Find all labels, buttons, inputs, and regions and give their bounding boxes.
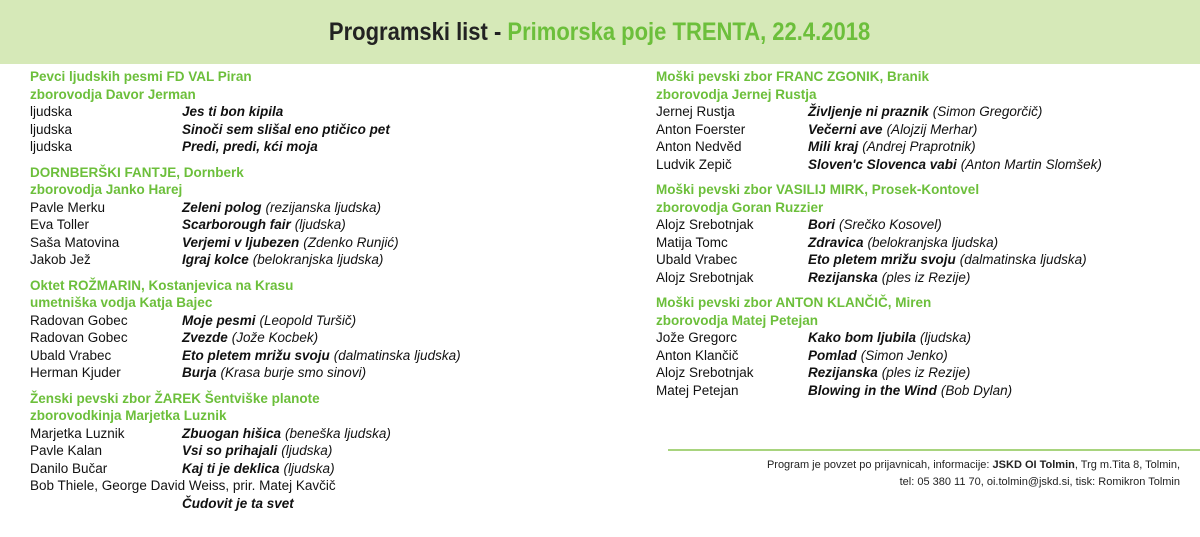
- song-note: (Jože Kocbek): [231, 330, 319, 345]
- song-note: (ljudska): [281, 443, 333, 458]
- composer: Pavle Kalan: [30, 443, 103, 458]
- composer: Ubald Vrabec: [656, 252, 738, 267]
- song-title: Čudovit je ta svet: [182, 495, 294, 511]
- composer: Anton Klančič: [656, 347, 739, 363]
- program-row: [30, 442, 590, 460]
- title-subtitle: Primorska poje TRENTA, 22.4.2018: [507, 17, 871, 46]
- program-group: [656, 294, 1176, 399]
- choir-conductor: zborovodja Davor Jerman: [30, 86, 196, 102]
- song-title: Kaj ti je deklica: [182, 460, 280, 476]
- song-title: Igraj kolce: [182, 252, 249, 267]
- composer: Bob Thiele, George David Weiss, prir. Matej Kavčič: [30, 478, 336, 493]
- composer: ljudska: [30, 139, 73, 154]
- song-title: Zdravica: [808, 234, 864, 250]
- song-title: Večerni ave: [808, 121, 883, 137]
- choir-name: DORNBERŠKI FANTJE, Dornberk: [30, 164, 244, 180]
- footer-org: JSKD OI Tolmin: [992, 459, 1075, 471]
- footer-line-1: [620, 457, 1180, 474]
- song-note: (ljudska): [283, 460, 335, 476]
- program-row: [656, 382, 1176, 400]
- song-note: (belokranjska ljudska): [252, 252, 384, 267]
- choir-conductor: umetniška vodja Katja Bajec: [30, 295, 213, 310]
- song-note: (Anton Martin Slomšek): [960, 156, 1102, 172]
- page-title: [329, 18, 870, 47]
- composer: Radovan Gobec: [30, 330, 128, 345]
- program-row: [656, 121, 1176, 139]
- song-title: Zeleni polog: [182, 199, 262, 215]
- composer: Alojz Srebotnjak: [656, 365, 754, 380]
- footer-line-2: tel: 05 380 11 70, oi.tolmin@jskd.si, tisk: Romikron Tolmin: [899, 476, 1180, 488]
- program-row: [30, 216, 590, 234]
- program-row: [656, 347, 1176, 365]
- song-title: Moje pesmi: [182, 312, 256, 328]
- song-title: Zvezde: [182, 330, 228, 345]
- song-title: Verjemi v ljubezen: [182, 234, 300, 250]
- composer: Radovan Gobec: [30, 312, 128, 328]
- song-note: (ljudska): [294, 217, 346, 232]
- song-note: (dalmatinska ljudska): [333, 347, 461, 363]
- footer-info: [620, 457, 1180, 491]
- composer: Jernej Rustja: [656, 104, 735, 119]
- song-note: (Zdenko Runjić): [303, 234, 399, 250]
- choir-conductor: zborovodkinja Marjetka Luznik: [30, 408, 227, 423]
- song-note: (Krasa burje smo sinovi): [220, 365, 367, 380]
- program-group: [30, 164, 590, 269]
- song-note: (Srečko Kosovel): [839, 217, 942, 232]
- song-note: (Simon Gregorčič): [932, 104, 1043, 119]
- program-group: [656, 181, 1176, 286]
- composer: Matija Tomc: [656, 234, 728, 250]
- song-title: Sinoči sem slišal eno ptičico pet: [182, 121, 390, 137]
- composer: Matej Petejan: [656, 382, 739, 398]
- composer: Herman Kjuder: [30, 365, 121, 380]
- footer-text: Program je povzet po prijavnicah, informacije:: [766, 459, 993, 471]
- song-note: (Simon Jenko): [860, 347, 948, 363]
- program-row: [30, 121, 590, 139]
- program-row: [656, 251, 1176, 269]
- composer: Eva Toller: [30, 217, 90, 232]
- composer: Anton Nedvěd: [656, 139, 742, 154]
- choir-conductor: zborovodja Jernej Rustja: [656, 86, 817, 102]
- song-title: Vsi so prihajali: [182, 443, 278, 458]
- program-row: [30, 329, 590, 347]
- song-note: (dalmatinska ljudska): [959, 252, 1087, 267]
- program-row: [30, 364, 590, 382]
- program-row: [30, 251, 590, 269]
- choir-conductor: zborovodja Goran Ruzzier: [656, 199, 824, 215]
- song-note: (Andrej Praprotnik): [862, 139, 976, 154]
- choir-name: Ženski pevski zbor ŽAREK Šentviške planote: [30, 390, 320, 406]
- program-row: [656, 156, 1176, 174]
- composer: Jakob Jež: [30, 252, 91, 267]
- song-note: (Leopold Turšič): [259, 312, 357, 328]
- song-title: Življenje ni praznik: [808, 104, 929, 119]
- program-row: [656, 103, 1176, 121]
- program-row: [30, 477, 590, 495]
- composer: Alojz Srebotnjak: [656, 217, 754, 232]
- program-row: [656, 364, 1176, 382]
- song-note: (rezijanska ljudska): [265, 199, 382, 215]
- program-row: [30, 138, 590, 156]
- song-title: Burja: [182, 365, 217, 380]
- choir-conductor: zborovodja Matej Petejan: [656, 312, 819, 328]
- choir-name: Oktet ROŽMARIN, Kostanjevica na Krasu: [30, 277, 294, 293]
- program-row: [656, 269, 1176, 287]
- song-note: (ples iz Rezije): [881, 269, 971, 285]
- song-note: (ljudska): [920, 330, 972, 345]
- song-title: Eto pletem mrižu svoju: [808, 252, 956, 267]
- composer: Jože Gregorc: [656, 330, 738, 345]
- song-note: (Bob Dylan): [940, 382, 1013, 398]
- choir-name: Moški pevski zbor ANTON KLANČIČ, Miren: [656, 295, 932, 310]
- program-row: [30, 460, 590, 478]
- program-row: [30, 103, 590, 121]
- song-title: Rezijanska: [808, 269, 878, 285]
- song-note: (beneška ljudska): [285, 425, 391, 441]
- footer-divider: [668, 449, 1200, 451]
- program-group: [30, 68, 590, 156]
- song-title: Kako bom ljubila: [808, 330, 917, 345]
- header-banner: [0, 0, 1200, 64]
- program-group: [30, 390, 590, 513]
- song-title: Rezijanska: [808, 365, 878, 380]
- program-row: [656, 234, 1176, 252]
- choir-name: Pevci ljudskih pesmi FD VAL Piran: [30, 69, 252, 84]
- choir-name: Moški pevski zbor VASILIJ MIRK, Prosek-Kontovel: [656, 182, 980, 197]
- composer: ljudska: [30, 121, 73, 137]
- program-group: [656, 68, 1176, 173]
- program-row: [30, 425, 590, 443]
- program-row: [30, 312, 590, 330]
- program-row: [30, 234, 590, 252]
- composer: Saša Matovina: [30, 234, 120, 250]
- title-main: Programski list: [329, 17, 489, 46]
- choir-name: Moški pevski zbor FRANC ZGONIK, Branik: [656, 69, 930, 84]
- program-row: [656, 216, 1176, 234]
- song-note: (ples iz Rezije): [881, 365, 971, 380]
- program-row: [656, 329, 1176, 347]
- song-title: Predi, predi, kći moja: [182, 139, 318, 154]
- footer-address: , Trg m.Tita 8, Tolmin,: [1074, 459, 1180, 471]
- song-title: Scarborough fair: [182, 217, 291, 232]
- program-row: [30, 495, 590, 513]
- composer: Pavle Merku: [30, 199, 106, 215]
- song-title: Mili kraj: [808, 139, 859, 154]
- composer: Danilo Bučar: [30, 460, 108, 476]
- program-row: [656, 138, 1176, 156]
- composer: ljudska: [30, 104, 73, 119]
- song-note: (Alojzij Merhar): [886, 121, 978, 137]
- composer: Ludvik Zepič: [656, 156, 732, 172]
- song-title: Jes ti bon kipila: [182, 104, 284, 119]
- program-row: [30, 199, 590, 217]
- program-group: [30, 277, 590, 382]
- song-title: Blowing in the Wind: [808, 382, 937, 398]
- song-title: Sloven'c Slovenca vabi: [808, 156, 957, 172]
- song-title: Eto pletem mrižu svoju: [182, 347, 330, 363]
- song-title: Pomlad: [808, 347, 857, 363]
- composer: Marjetka Luznik: [30, 425, 125, 441]
- title-separator: -: [494, 17, 502, 46]
- composer: Ubald Vrabec: [30, 347, 112, 363]
- left-column: [30, 68, 590, 520]
- composer: Alojz Srebotnjak: [656, 269, 754, 285]
- program-row: [30, 347, 590, 365]
- right-column: [656, 68, 1176, 407]
- composer: Anton Foerster: [656, 121, 746, 137]
- song-note: (belokranjska ljudska): [867, 234, 999, 250]
- song-title: Bori: [808, 217, 835, 232]
- choir-conductor: zborovodja Janko Harej: [30, 182, 183, 197]
- song-title: Zbuogan hišica: [182, 425, 282, 441]
